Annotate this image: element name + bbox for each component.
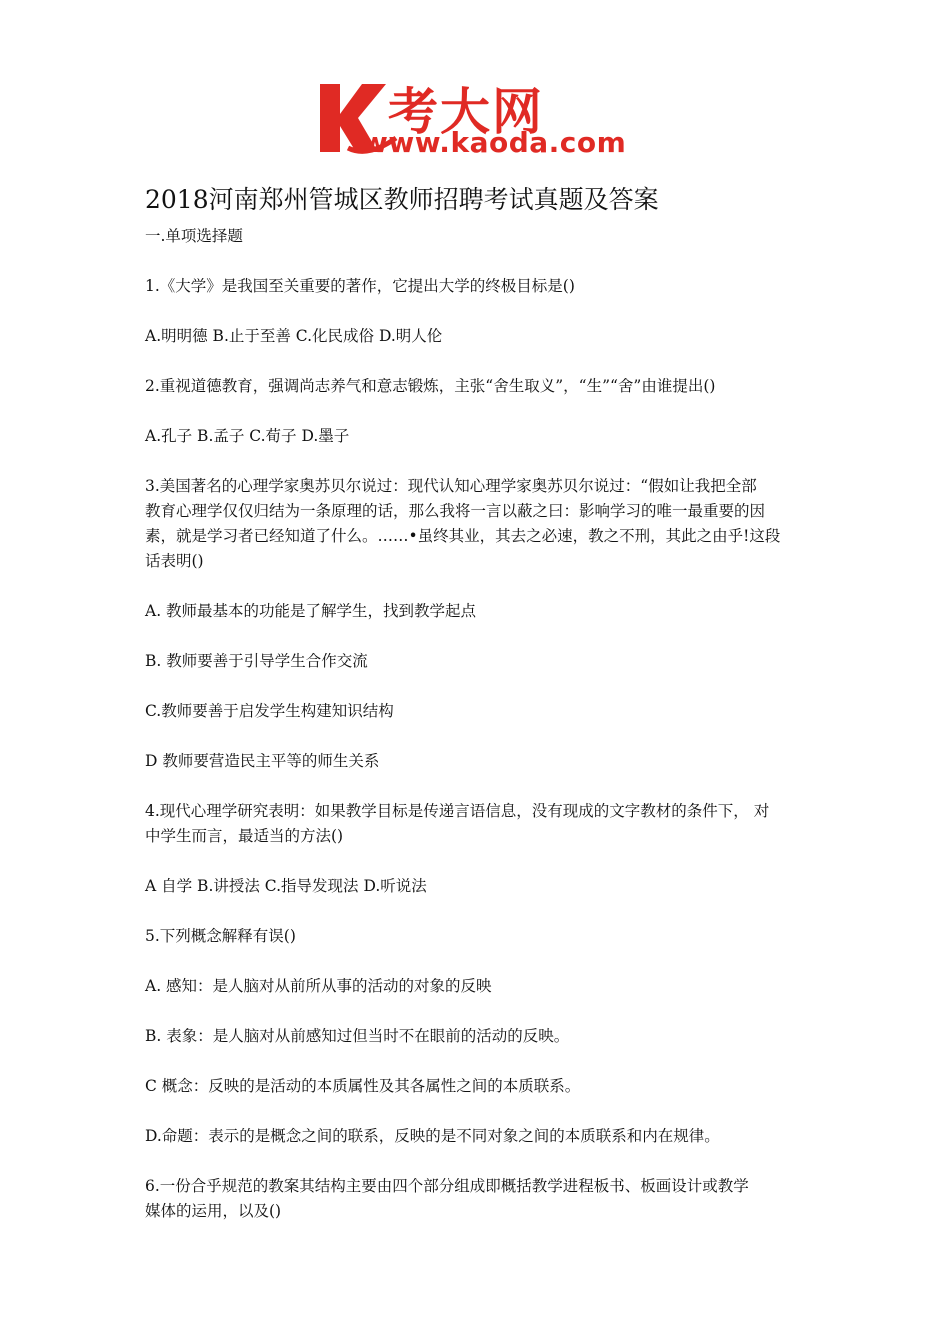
question-3-line-1: 3.美国著名的心理学家奥苏贝尔说过：现代认知心理学家奥苏贝尔说过：“假如让我把全部 <box>145 477 757 495</box>
question-5-option-c: C 概念：反映的是活动的本质属性及其各属性之间的本质联系。 <box>145 1077 581 1095</box>
question-3-option-c: C.教师要善于启发学生构建知识结构 <box>145 702 394 720</box>
question-3-line-4: 话表明() <box>145 552 204 570</box>
document-body <box>145 224 810 1224</box>
question-5: 5.下列概念解释有误() <box>145 927 296 945</box>
question-1-options: A.明明德 B.止于至善 C.化民成俗 D.明人伦 <box>145 327 443 345</box>
question-6-line-1: 6.一份合乎规范的教案其结构主要由四个部分组成即概括教学进程板书、板画设计或教学 <box>145 1177 749 1195</box>
question-4-line-1: 4.现代心理学研究表明：如果教学目标是传递言语信息，没有现成的文字教材的条件下， 对 <box>145 802 770 820</box>
page-title: 2018河南郑州管城区教师招聘考试真题及答案 <box>145 185 659 214</box>
question-5-option-b: B. 表象：是人脑对从前感知过但当时不在眼前的活动的反映。 <box>145 1027 570 1045</box>
question-3-line-3: 素，就是学习者已经知道了什么。……•虽终其业，其去之必速，教之不刑，其此之由乎!这段 <box>145 527 781 545</box>
question-2-options: A.孔子 B.孟子 C.荀子 D.墨子 <box>145 427 350 445</box>
question-4-options: A 自学 B.讲授法 C.指导发现法 D.听说法 <box>145 877 427 895</box>
question-2: 2.重视道德教育，强调尚志养气和意志锻炼，主张“舍生取义”，“生”“舍”由谁提出() <box>145 377 716 395</box>
question-3-option-b: B. 教师要善于引导学生合作交流 <box>145 652 368 670</box>
section-heading: 一.单项选择题 <box>145 227 243 245</box>
question-1: 1.《大学》是我国至关重要的著作，它提出大学的终极目标是() <box>145 277 575 295</box>
question-5-option-d: D.命题：表示的是概念之间的联系，反映的是不同对象之间的本质联系和内在规律。 <box>145 1127 720 1145</box>
question-5-option-a: A. 感知：是人脑对从前所从事的活动的对象的反映 <box>145 977 492 995</box>
logo-brand-text: 考大网 <box>388 83 544 141</box>
kaoda-logo <box>318 78 648 160</box>
question-3-line-2: 教育心理学仅仅归结为一条原理的话，那么我将一言以蔽之曰：影响学习的唯一最重要的因 <box>145 502 766 520</box>
logo-url-text: www.kaoda.com <box>362 126 627 159</box>
question-4-line-2: 中学生而言，最适当的方法() <box>145 827 344 845</box>
question-3-option-d: D 教师要营造民主平等的师生关系 <box>145 752 380 770</box>
question-6-line-2: 媒体的运用，以及() <box>145 1202 282 1220</box>
question-3-option-a: A. 教师最基本的功能是了解学生，找到教学起点 <box>145 602 477 620</box>
